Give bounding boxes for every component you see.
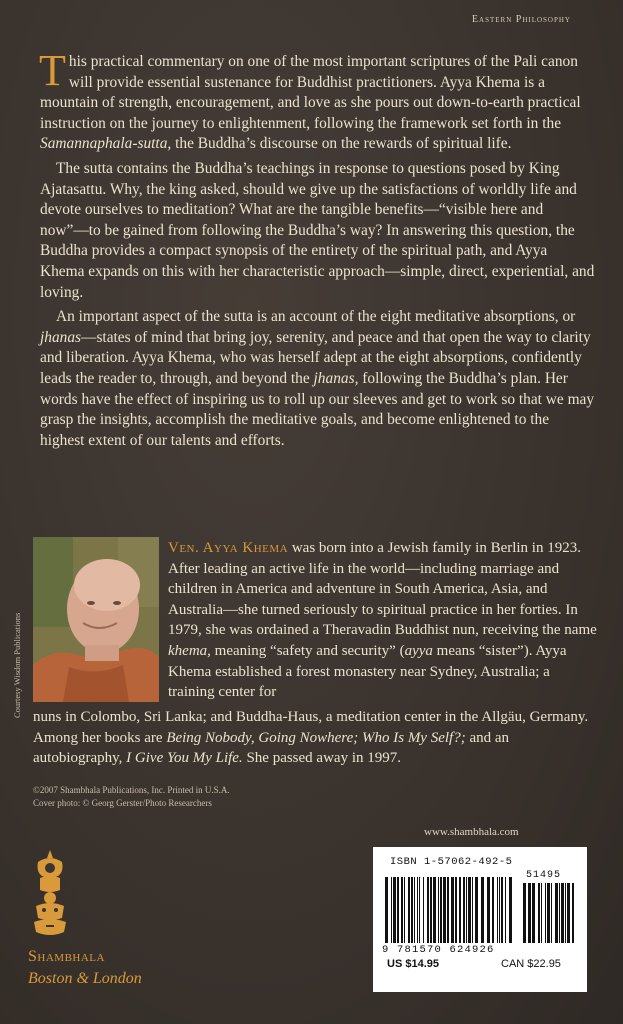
copyright [33, 784, 230, 810]
publisher-name: Shambhala [28, 948, 105, 965]
book-titles: Being Nobody, Going Nowhere; Who Is My Self?; [166, 729, 466, 746]
barcode-panel [373, 847, 587, 992]
ean-digits: 9 781570 624926 [382, 944, 495, 956]
bio-italic: ayya [404, 642, 433, 659]
copyright-line: ©2007 Shambhala Publications, Inc. Printed in U.S.A. [33, 785, 230, 795]
price-us: US $14.95 [387, 958, 439, 970]
website-link[interactable]: www.shambhala.com [424, 826, 519, 838]
bio-text: means “sister”). Ayya Khema established a forest monastery near Sydney, Australia; a training center for [168, 642, 567, 701]
blurb-italic: jhanas [40, 328, 82, 346]
buddha-figure-icon [30, 848, 70, 940]
drop-cap: T [39, 46, 66, 95]
blurb-paragraph-1 [39, 46, 595, 155]
author-photo [33, 537, 159, 702]
barcode-supplement-icon [523, 883, 578, 943]
publisher-location: Boston & London [28, 970, 142, 987]
bio-italic: khema, [168, 642, 211, 659]
blurb-text: —states of mind that bring joy, serenity, and peace and that open the way to clarity and liberation. Ayya Khema, who was herself adept at the eight absorptions, confidently leads the reader to, through, and beyond the [40, 328, 591, 387]
author-bio-continued [33, 707, 598, 769]
blurb-paragraph-3 [40, 307, 595, 451]
bio-text: nuns in Colombo, Sri Lanka; and Buddha-Haus, a meditation center in the Allgäu, Germany. Among her books are [33, 709, 589, 746]
category-label: Eastern Philosophy [471, 14, 571, 25]
blurb-text: An important aspect of the sutta is an account of the eight meditative absorptions, or [56, 308, 576, 326]
book-title: I Give You My Life. [126, 750, 243, 767]
blurb-text: following the Buddha’s plan. Her words have the effect of inspiring us to roll up our sleeves and get to work so that we may grasp the insights, accomplish the meditative goals, and become enlightened to the highest extent of our talents and efforts. [40, 369, 595, 449]
blurb-text: his practical commentary on one of the most important scriptures of the Pali canon will provide essential sustenance for Buddhist practitioners. Ayya Khema is a mountain of strength, encouragement, and love as she pours out down-to-earth practical instruction on the journey to enlightenment, following the framework set forth in the [40, 53, 581, 132]
author-name: Ven. Ayya Khema [168, 540, 289, 556]
price-can: CAN $22.95 [501, 958, 561, 970]
isbn-number: ISBN 1-57062-492-5 [390, 856, 513, 868]
publisher-logo [30, 848, 70, 940]
bio-text: She passed away in 1997. [242, 750, 401, 767]
blurb-italic: jhanas, [313, 369, 359, 387]
author-portrait-icon [33, 537, 159, 702]
bio-text: was born into a Jewish family in Berlin in 1923. After leading an active life in the world—including marriage and children in America and adventure in South America, Asia, and Australia—she turned seriously to spiritual practice in her forties. In 1979, she was ordained a Theravadin Buddhist nun, receiving the name [168, 540, 597, 639]
blurb [39, 46, 595, 455]
bio-text: meaning “safety and security” ( [210, 642, 405, 659]
blurb-paragraph-2: The sutta contains the Buddha’s teachings in response to questions posed by King Ajatasattu. Why, the king asked, should we give up the satisfactions of worldly life and devote ourselves to meditation? What are the tangible benefits—“visible here and now”—to be gained from following the Buddha’s way? In answering this question, the Buddha provides a compact synopsis of the entirety of the spiritual path, and Ayya Khema expands on this with her characteristic approach—simple, direct, experiential, and loving. [40, 159, 595, 301]
supplement-code: 51495 [526, 870, 562, 881]
sutta-title: Samannaphala-sutta, [40, 135, 172, 153]
photo-credit: Courtesy Wisdom Publications [12, 612, 22, 718]
barcode-icon [385, 877, 515, 943]
cover-credit: Cover photo: © Georg Gerster/Photo Researchers [33, 798, 212, 808]
publisher [28, 946, 142, 990]
blurb-text: the Buddha’s discourse on the rewards of spiritual life. [171, 135, 512, 153]
bio-text: and an autobiography, [33, 729, 510, 767]
author-bio [168, 538, 598, 703]
